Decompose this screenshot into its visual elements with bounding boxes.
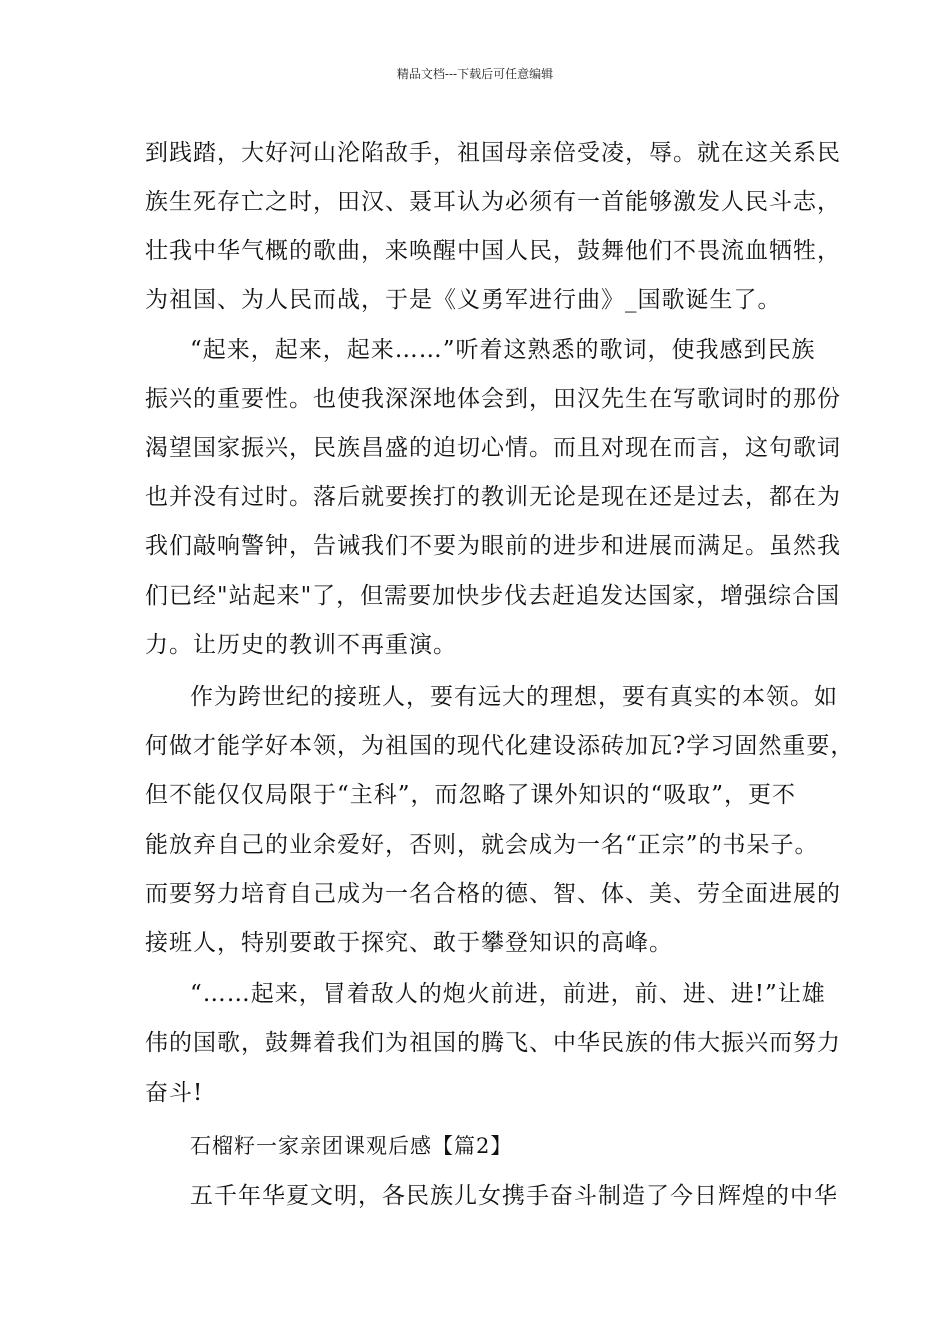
text-line: 为祖国、为人民而战，于是《义勇军进行曲》_国歌诞生了。 xyxy=(145,287,782,313)
text-line: 接班人，特别要敢于探究、敢于攀登知识的高峰。 xyxy=(145,930,673,956)
text-line: 我们敲响警钟，告诫我们不要为眼前的进步和进展而满足。虽然我 xyxy=(145,533,841,559)
text-line: 也并没有过时。落后就要挨打的教训无论是现在还是过去，都在为 xyxy=(145,484,841,510)
text-line: 奋斗! xyxy=(145,1080,204,1106)
text-line: 力。让历史的教训不再重演。 xyxy=(145,632,457,658)
section-title: 石榴籽一家亲团课观后感【篇2】 xyxy=(190,1134,513,1158)
text-line: 而要努力培育自己成为一名合格的德、智、体、美、劳全面进展的 xyxy=(145,881,841,907)
text-line: 五千年华夏文明，各民族儿女携手奋斗制造了今日辉煌的中华 xyxy=(190,1183,838,1209)
text-line: “……起来，冒着敌人的炮火前进，前进，前、进、进!”让雄 xyxy=(190,981,826,1007)
text-line: 到践踏，大好河山沦陷敌手，祖国母亲倍受凌，辱。就在这关系民 xyxy=(145,140,841,166)
text-line: 作为跨世纪的接班人，要有远大的理想，要有真实的本领。如 xyxy=(190,684,838,710)
text-line: 渴望国家振兴，民族昌盛的迫切心情。而且对现在而言，这句歌词 xyxy=(145,435,841,461)
text-line: 能放弃自己的业余爱好，否则，就会成为一名“正宗”的书呆子。 xyxy=(145,832,819,858)
text-line: “起来，起来，起来……”听着这熟悉的歌词，使我感到民族 xyxy=(190,337,816,363)
text-line: 但不能仅仅局限于“主科”，而忽略了课外知识的“吸取”，更不 xyxy=(145,782,797,808)
text-line: 伟的国歌，鼓舞着我们为祖国的腾飞、中华民族的伟大振兴而努力 xyxy=(145,1030,841,1056)
text-line: 振兴的重要性。也使我深深地体会到，田汉先生在写歌词时的那份 xyxy=(145,386,841,412)
page-header: 精品文档---下载后可任意编辑 xyxy=(396,67,554,81)
text-line: 族生死存亡之时，田汉、聂耳认为必须有一首能够激发人民斗志， xyxy=(145,189,841,215)
text-line: 何做才能学好本领，为祖国的现代化建设添砖加瓦?学习固然重要， xyxy=(145,733,855,759)
text-line: 壮我中华气概的歌曲，来唤醒中国人民，鼓舞他们不畏流血牺牲， xyxy=(145,238,841,264)
text-line: 们已经"站起来"了，但需要加快步伐去赶追发达国家，增强综合国 xyxy=(145,583,841,609)
